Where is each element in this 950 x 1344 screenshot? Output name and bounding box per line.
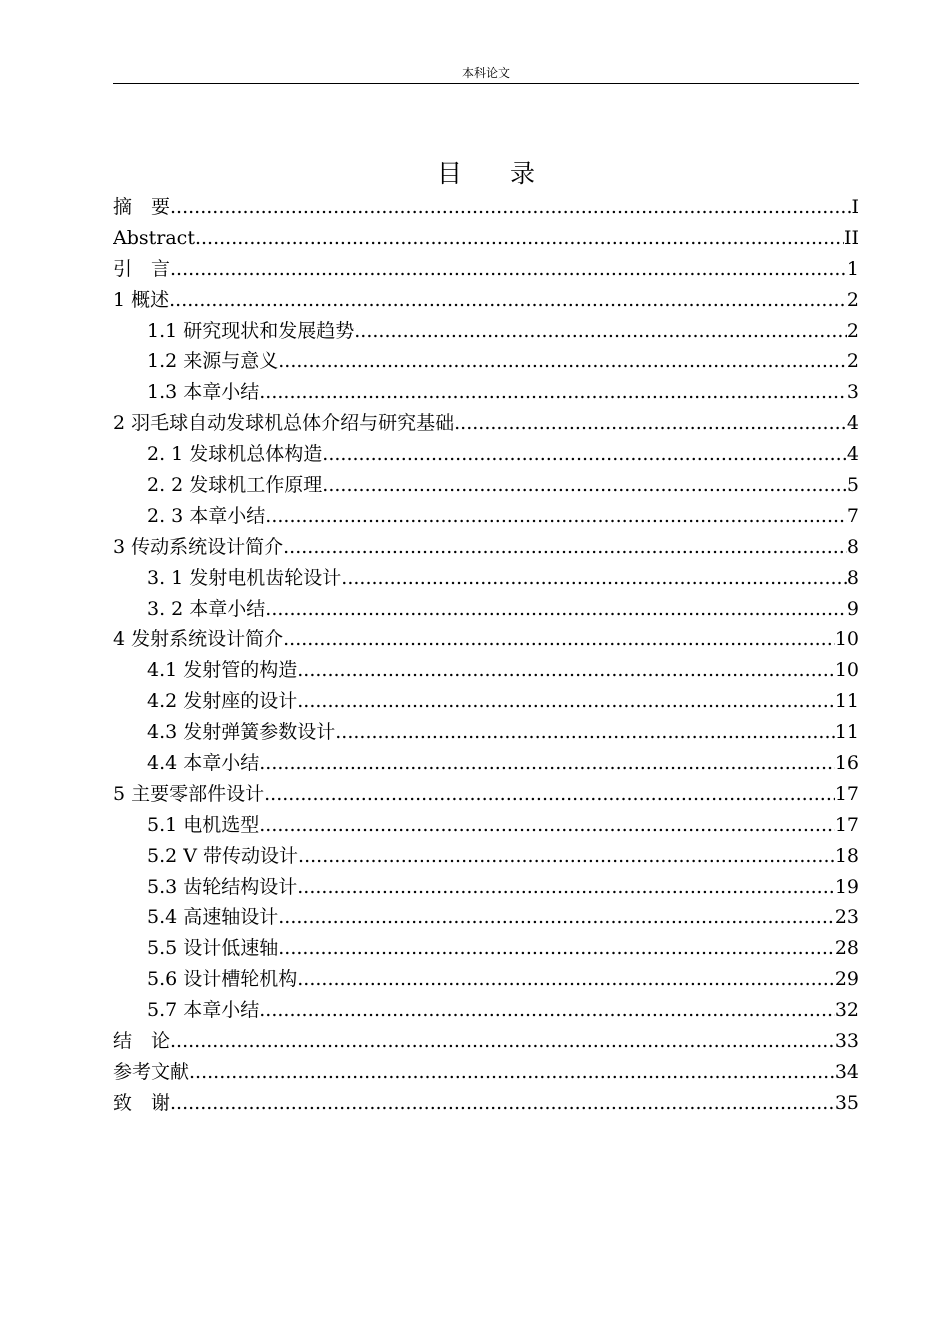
toc-entry-label: 4.2 发射座的设计 bbox=[147, 690, 298, 713]
toc-entry[interactable] bbox=[113, 655, 859, 686]
toc-entry-label: 1.2 来源与意义 bbox=[147, 350, 279, 373]
toc-entry[interactable] bbox=[113, 1026, 859, 1057]
toc-entry-page: 3 bbox=[846, 381, 859, 404]
toc-entry[interactable] bbox=[113, 377, 859, 408]
toc-entry[interactable] bbox=[113, 902, 859, 933]
toc-entry-page: 33 bbox=[834, 1030, 859, 1053]
toc-entry[interactable] bbox=[113, 779, 859, 810]
toc-entry-page: 23 bbox=[834, 906, 859, 929]
toc-leader-dots bbox=[297, 686, 835, 717]
toc-entry-label: 5.5 设计低速轴 bbox=[147, 937, 279, 960]
toc-entry[interactable] bbox=[113, 532, 859, 563]
toc-leader-dots bbox=[322, 470, 847, 501]
toc-leader-dots bbox=[297, 655, 835, 686]
toc-entry-page: 17 bbox=[834, 782, 859, 805]
toc-entry-page: II bbox=[843, 226, 859, 249]
toc-entry[interactable] bbox=[113, 594, 859, 625]
toc-entry-page: 1 bbox=[846, 257, 859, 280]
toc-entry-label: 5.4 高速轴设计 bbox=[147, 906, 279, 929]
toc-entry[interactable] bbox=[113, 408, 859, 439]
toc-entry-label: 结 论 bbox=[113, 1030, 171, 1053]
toc-entry-label: 引 言 bbox=[113, 257, 171, 280]
toc-entry[interactable] bbox=[113, 223, 859, 254]
toc-entry[interactable] bbox=[113, 439, 859, 470]
toc-leader-dots bbox=[170, 254, 847, 285]
toc-leader-dots bbox=[265, 594, 847, 625]
toc-entry[interactable] bbox=[113, 686, 859, 717]
toc-entry-page: 28 bbox=[834, 937, 859, 960]
toc-entry-page: 16 bbox=[834, 752, 859, 775]
toc-leader-dots bbox=[278, 933, 835, 964]
table-of-contents bbox=[113, 192, 859, 1119]
toc-leader-dots bbox=[278, 902, 835, 933]
toc-entry[interactable] bbox=[113, 192, 859, 223]
toc-entry[interactable] bbox=[113, 563, 859, 594]
toc-entry[interactable] bbox=[113, 872, 859, 903]
toc-entry-page: 32 bbox=[834, 999, 859, 1022]
toc-entry-label: 2. 3 本章小结 bbox=[147, 504, 266, 527]
toc-leader-dots bbox=[264, 779, 835, 810]
toc-entry-page: 34 bbox=[834, 1060, 859, 1083]
toc-entry[interactable] bbox=[113, 470, 859, 501]
toc-entry[interactable] bbox=[113, 964, 859, 995]
toc-entry-page: 8 bbox=[846, 566, 859, 589]
toc-entry-label: 4.3 发射弹簧参数设计 bbox=[147, 721, 336, 744]
toc-leader-dots bbox=[169, 285, 847, 316]
toc-entry-label: 4.4 本章小结 bbox=[147, 752, 260, 775]
toc-entry-page: 19 bbox=[834, 875, 859, 898]
toc-leader-dots bbox=[354, 316, 847, 347]
toc-entry-label: 摘 要 bbox=[113, 196, 171, 218]
toc-entry-label: 5.2 V 带传动设计 bbox=[147, 844, 299, 867]
toc-entry[interactable] bbox=[113, 1088, 859, 1119]
toc-title-left: 目 bbox=[436, 159, 462, 188]
toc-leader-dots bbox=[189, 1057, 835, 1088]
toc-entry-page: 35 bbox=[834, 1091, 859, 1114]
toc-entry-page: 11 bbox=[834, 721, 859, 744]
toc-entry[interactable] bbox=[113, 841, 859, 872]
toc-entry-page: 11 bbox=[834, 690, 859, 713]
toc-leader-dots bbox=[283, 532, 847, 563]
toc-entry-label: 致 谢 bbox=[113, 1091, 171, 1114]
toc-entry-label: 2. 2 发球机工作原理 bbox=[147, 474, 323, 497]
toc-entry[interactable] bbox=[113, 316, 859, 347]
toc-entry[interactable] bbox=[113, 346, 859, 377]
toc-entry-label: 5.1 电机选型 bbox=[147, 813, 260, 836]
toc-entry[interactable] bbox=[113, 933, 859, 964]
toc-leader-dots bbox=[322, 439, 847, 470]
toc-entry-page: 8 bbox=[846, 535, 859, 558]
header-rule bbox=[113, 83, 859, 84]
toc-leader-dots bbox=[454, 408, 847, 439]
toc-entry-label: 5 主要零部件设计 bbox=[113, 782, 265, 805]
toc-entry[interactable] bbox=[113, 1057, 859, 1088]
toc-leader-dots bbox=[259, 995, 835, 1026]
toc-entry-label: 5.7 本章小结 bbox=[147, 999, 260, 1022]
toc-entry-label: 2. 1 发球机总体构造 bbox=[147, 443, 323, 466]
toc-leader-dots bbox=[195, 223, 844, 254]
page-header: 本科论文 bbox=[461, 66, 510, 80]
toc-entry-label: 参考文献 bbox=[113, 1060, 190, 1083]
toc-entry-label: 5.6 设计槽轮机构 bbox=[147, 968, 298, 991]
toc-entry-label: 3. 2 本章小结 bbox=[147, 597, 266, 620]
toc-entry-page: 10 bbox=[834, 659, 859, 682]
toc-entry-label: 1.3 本章小结 bbox=[147, 381, 260, 404]
toc-entry-page: 5 bbox=[846, 474, 859, 497]
toc-entry[interactable] bbox=[113, 501, 859, 532]
toc-entry-page: 2 bbox=[846, 350, 859, 373]
toc-entry-page: I bbox=[851, 196, 859, 218]
toc-entry-page: 7 bbox=[846, 504, 859, 527]
toc-leader-dots bbox=[265, 501, 847, 532]
toc-leader-dots bbox=[170, 1088, 835, 1119]
toc-entry[interactable] bbox=[113, 810, 859, 841]
toc-entry-page: 4 bbox=[846, 443, 859, 466]
toc-entry-page: 4 bbox=[846, 412, 859, 435]
toc-leader-dots bbox=[283, 624, 835, 655]
toc-leader-dots bbox=[170, 192, 851, 223]
toc-entry-label: Abstract bbox=[113, 226, 195, 249]
toc-entry-label: 1 概述 bbox=[113, 288, 170, 311]
toc-leader-dots bbox=[335, 717, 835, 748]
toc-entry-label: 3 传动系统设计简介 bbox=[113, 535, 284, 558]
toc-leader-dots bbox=[341, 563, 847, 594]
toc-entry[interactable] bbox=[113, 254, 859, 285]
toc-title-right: 录 bbox=[510, 159, 536, 188]
toc-entry-page: 29 bbox=[834, 968, 859, 991]
toc-entry-page: 2 bbox=[846, 319, 859, 342]
toc-leader-dots bbox=[297, 964, 835, 995]
toc-entry[interactable] bbox=[113, 748, 859, 779]
toc-entry-label: 1.1 研究现状和发展趋势 bbox=[147, 319, 355, 342]
toc-entry-label: 3. 1 发射电机齿轮设计 bbox=[147, 566, 342, 589]
toc-entry-page: 2 bbox=[846, 288, 859, 311]
toc-leader-dots bbox=[297, 872, 835, 903]
toc-entry[interactable] bbox=[113, 624, 859, 655]
toc-entry[interactable] bbox=[113, 995, 859, 1026]
toc-entry-page: 9 bbox=[846, 597, 859, 620]
toc-entry[interactable] bbox=[113, 717, 859, 748]
toc-entry-page: 18 bbox=[834, 844, 859, 867]
toc-leader-dots bbox=[170, 1026, 835, 1057]
toc-leader-dots bbox=[278, 346, 847, 377]
toc-leader-dots bbox=[259, 810, 835, 841]
toc-leader-dots bbox=[259, 748, 835, 779]
toc-entry-page: 10 bbox=[834, 628, 859, 651]
toc-entry[interactable] bbox=[113, 285, 859, 316]
toc-entry-page: 17 bbox=[834, 813, 859, 836]
toc-entry-label: 2 羽毛球自动发球机总体介绍与研究基础 bbox=[113, 412, 455, 435]
toc-entry-label: 4 发射系统设计简介 bbox=[113, 628, 284, 651]
toc-leader-dots bbox=[259, 377, 847, 408]
toc-title bbox=[113, 157, 859, 191]
toc-entry-label: 4.1 发射管的构造 bbox=[147, 659, 298, 682]
toc-leader-dots bbox=[298, 841, 835, 872]
toc-entry-label: 5.3 齿轮结构设计 bbox=[147, 875, 298, 898]
